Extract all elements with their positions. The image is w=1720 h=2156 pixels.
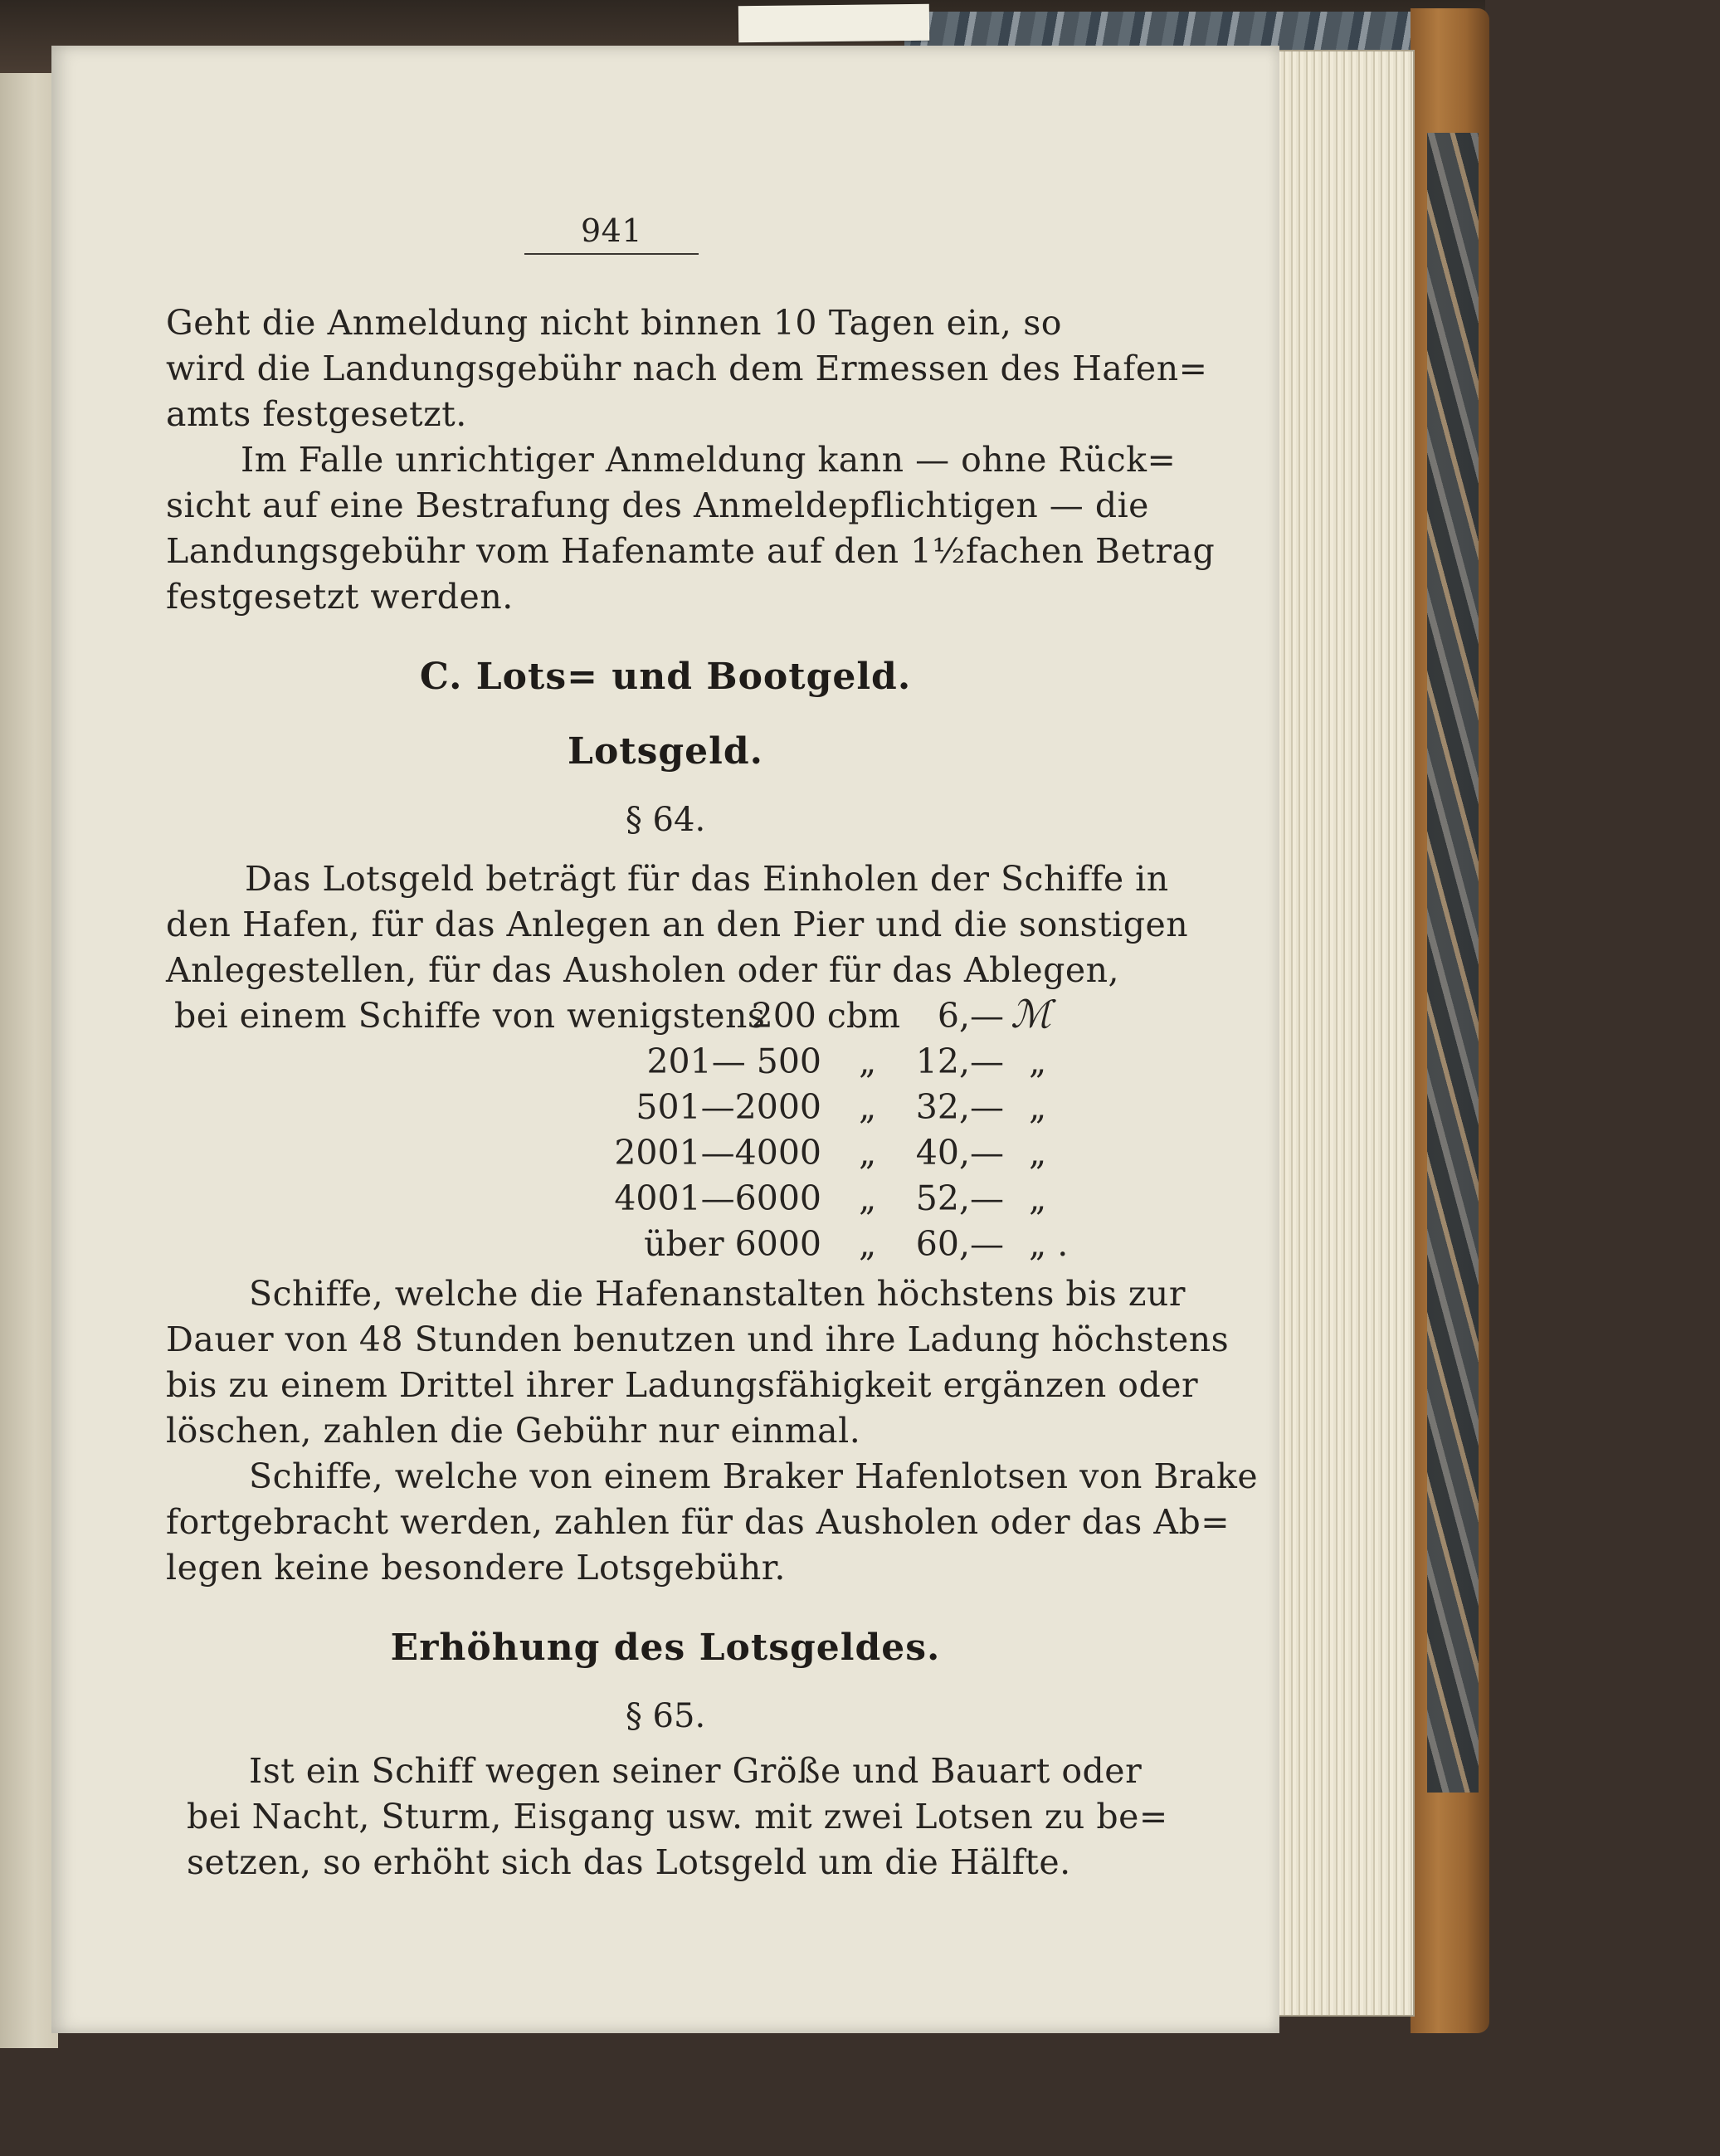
fee-amount: 52,—: [915, 1178, 1004, 1218]
ditto-mark: „: [1029, 1133, 1047, 1173]
ditto-mark: „: [859, 1133, 877, 1173]
text-line: fortgebracht werden, zahlen für das Ausholen oder das Ab=: [166, 1502, 1230, 1542]
text-line: Dauer von 48 Stunden benutzen und ihre Ladung höchstens: [166, 1319, 1230, 1359]
text-line: Anlegestellen, für das Ausholen oder für das Ablegen,: [166, 950, 1120, 990]
text-line: löschen, zahlen die Gebühr nur einmal.: [166, 1411, 861, 1451]
text-line: Geht die Anmeldung nicht binnen 10 Tagen ein, so: [166, 303, 1062, 343]
text-line: wird die Landungsgebühr nach dem Ermessen des Hafen=: [166, 349, 1208, 388]
text-line: legen keine besondere Lotsgebühr.: [166, 1548, 786, 1588]
ditto-mark: „: [1029, 1041, 1047, 1081]
ditto-mark: „: [859, 1178, 877, 1218]
fee-amount: 60,—: [915, 1224, 1004, 1264]
fee-range: über 6000: [644, 1224, 821, 1264]
page-number: 941: [581, 212, 643, 249]
fee-range: 4001—6000: [614, 1178, 821, 1218]
fee-range: 201— 500: [646, 1041, 821, 1081]
subsection-heading: Lotsgeld.: [568, 730, 763, 773]
fee-range: 2001—4000: [614, 1133, 821, 1173]
text-line: amts festgesetzt.: [166, 394, 467, 434]
fee-amount: 6,—: [937, 996, 1004, 1036]
page-number-rule: [524, 253, 699, 255]
text-line: Das Lotsgeld beträgt für das Einholen der Schiffe in: [245, 859, 1169, 899]
text-line: Schiffe, welche von einem Braker Hafenlotsen von Brake: [249, 1456, 1259, 1496]
text-line: sicht auf eine Bestrafung des Anmeldepflichtigen — die: [166, 485, 1149, 525]
text-line: bis zu einem Drittel ihrer Ladungsfähigkeit ergänzen oder: [166, 1365, 1199, 1405]
text-line: setzen, so erhöht sich das Lotsgeld um die Hälfte.: [187, 1842, 1071, 1882]
fee-range: 501—2000: [636, 1087, 821, 1127]
section-heading: C. Lots= und Bootgeld.: [419, 656, 912, 698]
paper-label-scrap: [738, 4, 929, 42]
text-line: Schiffe, welche die Hafenanstalten höchstens bis zur: [249, 1274, 1186, 1314]
text-line: Landungsgebühr vom Hafenamte auf den 1½fachen Betrag: [166, 531, 1216, 571]
text-line: bei Nacht, Sturm, Eisgang usw. mit zwei Lotsen zu be=: [187, 1797, 1168, 1837]
fee-table-intro: bei einem Schiffe von wenigstens: [174, 996, 766, 1036]
left-page-sliver: [0, 73, 58, 2048]
currency-unit: ℳ: [1011, 992, 1052, 1037]
ditto-mark: „: [859, 1041, 877, 1081]
ditto-mark: „: [859, 1087, 877, 1127]
paragraph-number: § 64.: [625, 801, 706, 839]
fee-range: 200 cbm: [751, 996, 900, 1036]
text-line: den Hafen, für das Anlegen an den Pier und die sonstigen: [166, 905, 1189, 944]
text-line: Im Falle unrichtiger Anmeldung kann — ohne Rück=: [241, 440, 1177, 480]
ditto-mark: „: [1029, 1087, 1047, 1127]
fee-amount: 32,—: [915, 1087, 1004, 1127]
page-edge-stack: [1274, 50, 1415, 2017]
paragraph-number: § 65.: [625, 1697, 706, 1735]
fee-amount: 12,—: [915, 1041, 1004, 1081]
text-line: Ist ein Schiff wegen seiner Größe und Bauart oder: [249, 1751, 1143, 1791]
ditto-mark: „: [859, 1224, 877, 1264]
subsection-heading: Erhöhung des Lotsgeldes.: [390, 1627, 941, 1669]
marbled-spine-panel: [1427, 133, 1479, 1793]
fee-amount: 40,—: [915, 1133, 1004, 1173]
ditto-mark: „: [1029, 1178, 1047, 1218]
ditto-mark: „ .: [1029, 1224, 1069, 1264]
text-line: festgesetzt werden.: [166, 577, 514, 617]
